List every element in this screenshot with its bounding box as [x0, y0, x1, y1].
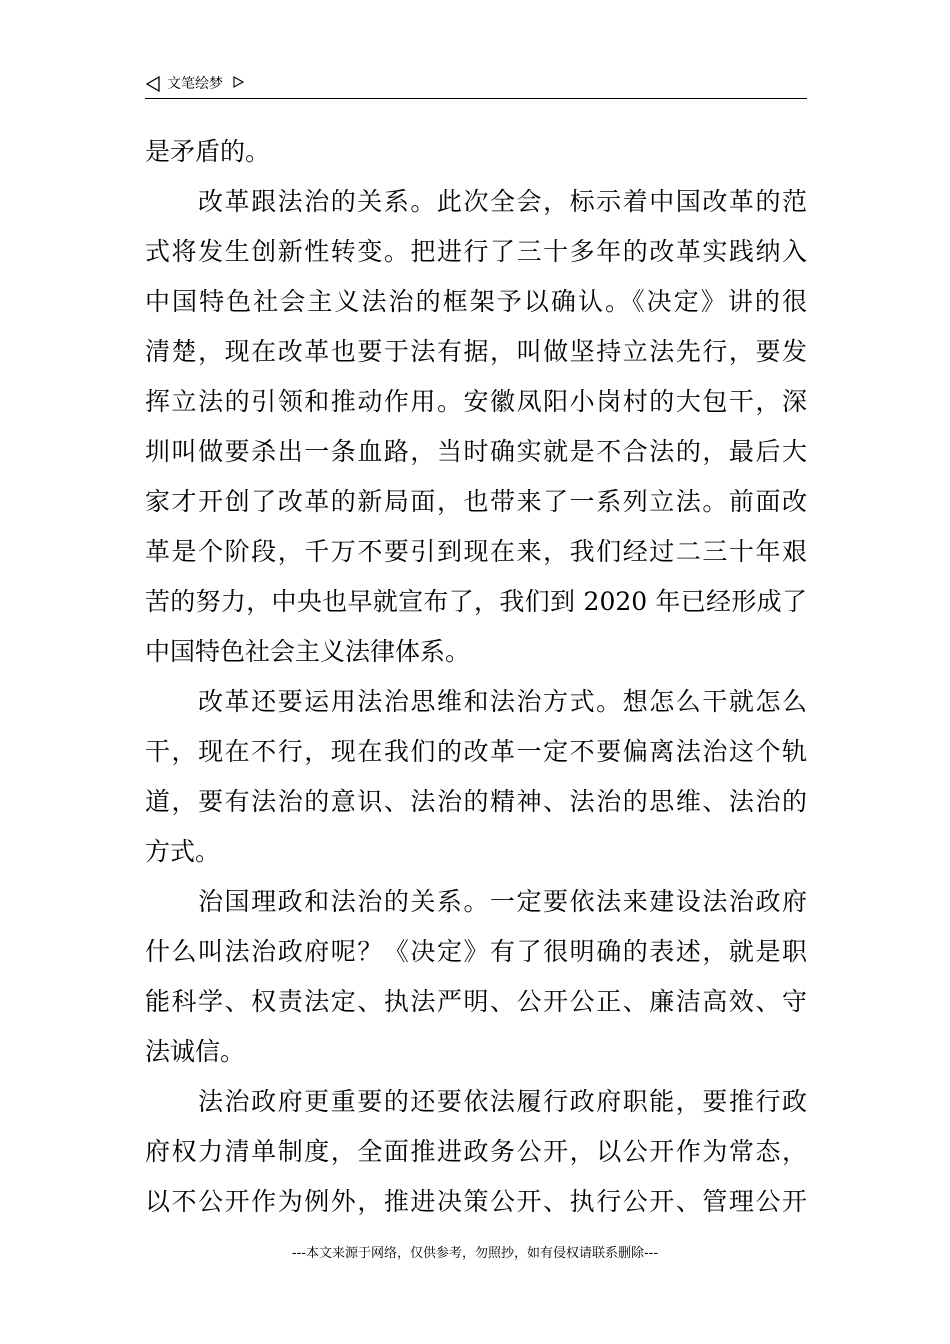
left-triangle-icon — [145, 76, 161, 92]
text-line: 是矛盾的。 — [145, 137, 271, 166]
page-header — [145, 70, 807, 99]
header-title: 文笔绘梦 — [167, 76, 223, 92]
text-line: 什么叫法治政府呢？《决定》有了很明确的表述，就是职 — [145, 937, 807, 966]
text-line: 干，现在不行，现在我们的改革一定不要偏离法治这个轨 — [145, 737, 807, 766]
text-line: 以不公开作为例外，推进决策公开、执行公开、管理公开 — [145, 1187, 807, 1216]
text-line: 圳叫做要杀出一条血路，当时确实就是不合法的，最后大 — [145, 437, 807, 466]
text-line: 中国特色社会主义法治的框架予以确认。《决定》讲的很 — [145, 287, 807, 316]
paragraph-first-line: 改革还要运用法治思维和法治方式。想怎么干就怎么 — [198, 687, 807, 716]
text-line: 苦的努力，中央也早就宣布了，我们到 2020 年已经形成了 — [145, 587, 807, 616]
page-footer: ---本文来源于网络，仅供参考，勿照抄，如有侵权请联系删除--- — [291, 1246, 659, 1261]
text-line: 挥立法的引领和推动作用。安徽凤阳小岗村的大包干，深 — [145, 387, 807, 416]
text-line: 家才开创了改革的新局面，也带来了一系列立法。前面改 — [145, 487, 807, 516]
paragraph-first-line: 法治政府更重要的还要依法履行政府职能，要推行政 — [198, 1087, 807, 1116]
text-line: 道，要有法治的意识、法治的精神、法治的思维、法治的 — [145, 787, 807, 816]
text-line: 式将发生创新性转变。把进行了三十多年的改革实践纳入 — [145, 237, 807, 266]
text-line: 清楚，现在改革也要于法有据，叫做坚持立法先行，要发 — [145, 337, 807, 366]
paragraph-first-line: 改革跟法治的关系。此次全会，标示着中国改革的范 — [198, 187, 807, 216]
paragraph-first-line: 治国理政和法治的关系。一定要依法来建设法治政府 — [198, 887, 807, 916]
text-line: 革是个阶段，千万不要引到现在来，我们经过二三十年艰 — [145, 537, 807, 566]
text-line: 府权力清单制度，全面推进政务公开，以公开作为常态， — [145, 1137, 807, 1166]
text-line: 能科学、权责法定、执法严明、公开公正、廉洁高效、守 — [145, 987, 807, 1016]
document-body — [145, 127, 807, 1227]
text-line: 方式。 — [145, 837, 221, 866]
text-line: 法诚信。 — [145, 1037, 246, 1066]
right-triangle-icon — [233, 73, 244, 85]
text-line: 中国特色社会主义法律体系。 — [145, 637, 471, 666]
